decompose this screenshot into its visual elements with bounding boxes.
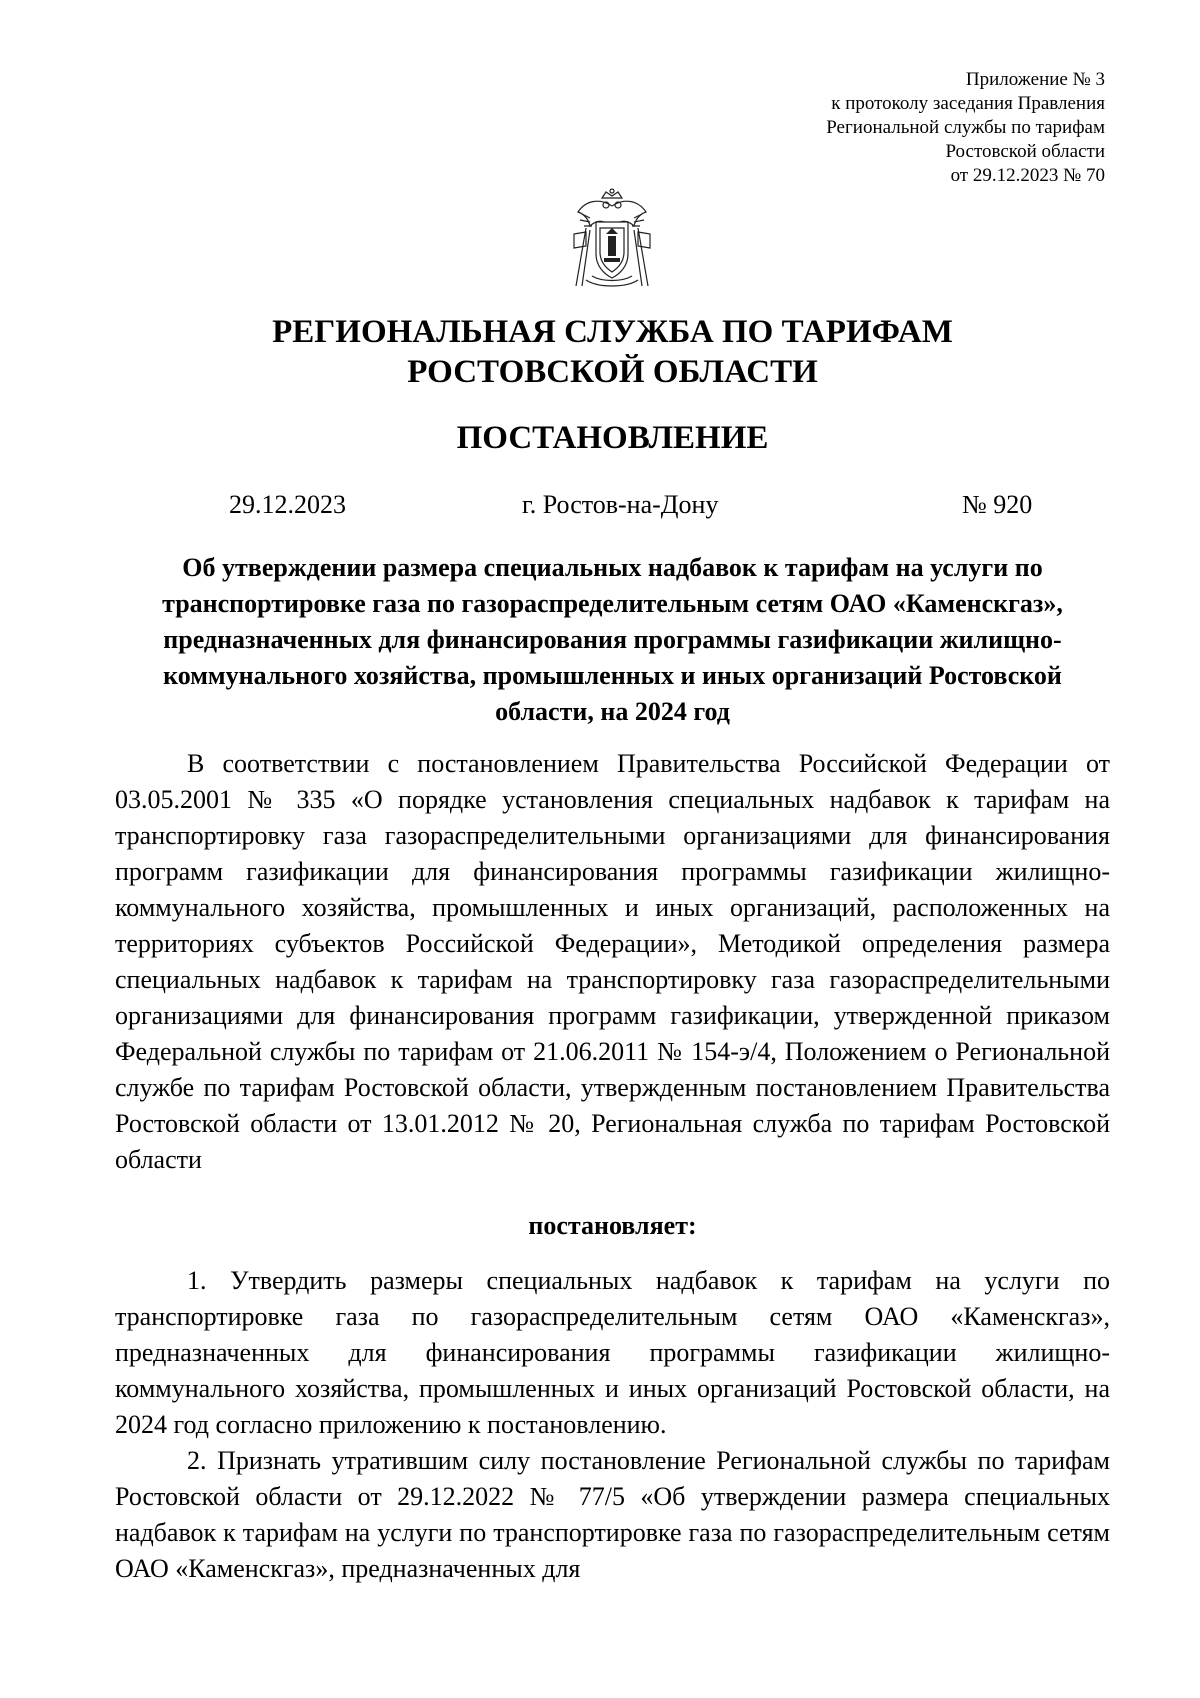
document-type: ПОСТАНОВЛЕНИЕ (456, 420, 769, 456)
document-date: 29.12.2023 (229, 490, 346, 519)
appendix-note (826, 68, 1105, 188)
document-city: г. Ростов-на-Дону (522, 490, 719, 519)
document-number: № 920 (962, 490, 1033, 519)
organization-line: РЕГИОНАЛЬНАЯ СЛУЖБА ПО ТАРИФАМ (272, 314, 953, 350)
clause-2: 2. Признать утратившим силу постановление Региональной службы по тарифам Ростовской области от 29.12.2022 № 77/5 «Об утверждении размера специальных надбавок к тарифам на услуги по транспортировке газа по газораспределительным сетям ОАО «Каменскгаз», предназначенных для (115, 1446, 1110, 1583)
coat-of-arms-icon (564, 188, 660, 293)
clauses (115, 1263, 1110, 1587)
organization-name (0, 312, 1200, 392)
preamble (115, 746, 1110, 1178)
appendix-line: от 29.12.2023 № 70 (950, 165, 1105, 186)
appendix-line: Ростовской области (945, 141, 1105, 162)
appendix-line: Приложение № 3 (965, 69, 1105, 90)
appendix-line: Региональной службы по тарифам (826, 117, 1105, 138)
resolution-word: постановляет: (528, 1211, 697, 1240)
appendix-line: к протоколу заседания Правления (831, 93, 1105, 114)
preamble-paragraph: В соответствии с постановлением Правительства Российской Федерации от 03.05.2001 № 335 «О порядке установления специальных надбавок к тарифам на транспортировку газа газораспределительными организациями для финансирования программ газификации для финансирования программы газификации жилищно-коммунального хозяйства, промышленных и иных организаций, расположенных на территориях субъектов Российской Федерации», Методикой определения размера специальных надбавок к тарифам на транспортировку газа газораспределительными организациями для финансирования программ газификации, утвержденной приказом Федеральной службы по тарифам от 21.06.2011 № 154-э/4, Положением о Региональной службе по тарифам Ростовской области, утвержденным постановлением Правительства Ростовской области от 13.01.2012 № 20, Региональная служба по тарифам Ростовской области (115, 749, 1110, 1174)
clause-1: 1. Утвердить размеры специальных надбавок к тарифам на услуги по транспортировке газа по газораспределительным сетям ОАО «Каменскгаз», предназначенных для финансирования программы газификации жилищно-коммунального хозяйства, промышленных и иных организаций Ростовской области, на 2024 год согласно приложению к постановлению. (115, 1266, 1110, 1439)
organization-line: РОСТОВСКОЙ ОБЛАСТИ (407, 354, 818, 390)
document-subject: Об утверждении размера специальных надбавок к тарифам на услуги по транспортировке газа по газораспределительным сетям ОАО «Каменскгаз», предназначенных для финансирования программы газификации жилищно-коммунального хозяйства, промышленных и иных организаций Ростовской области, на 2024 год (162, 553, 1063, 726)
